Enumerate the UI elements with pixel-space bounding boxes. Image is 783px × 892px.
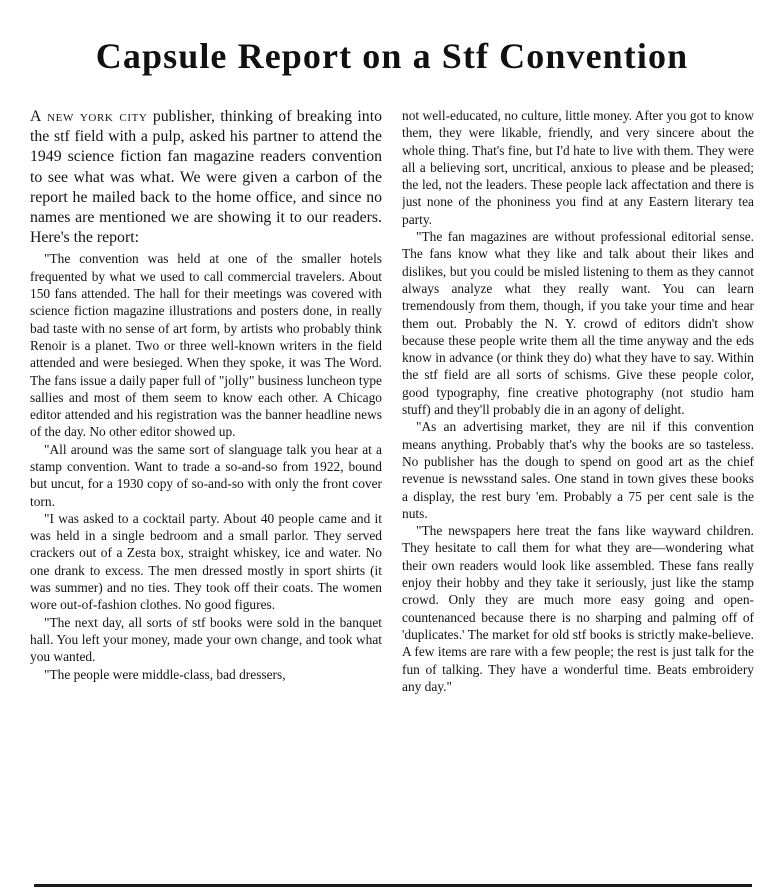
article-body (30, 107, 754, 859)
body-paragraph: "The newspapers here treat the fans like wayward children. They hesitate to call them for what they are—wondering what their own readers would look like assembled. These fans really enjoy their hobby and they take it seriously, just like the stamp crowd. Only they are much more easy going and open-countenanced because there is no sharping and palming off of 'duplicates.' The market for old stf books is strictly make-believe. A few items are rare with a few people; the rest is just talk for the fun of talking. They have a wonderful time. Beats embroidery any day." (402, 523, 754, 694)
body-paragraph: "The fan magazines are without professional editorial sense. The fans know what they like and talk about their likes and dislikes, but you could be misled listening to them as they cannot always analyze what they really want. You can learn tremendously from them, though, if you take your time and hear them out. Probably the N. Y. crowd of editors didn't show because these people write them all the time anyway and the eds know in advance (or think they do) what they have to say. Within the stf field are all sorts of schisms. Give these people color, good typography, fine creative photography (not studio ham stuff) and they'll probably die in an agony of delight. (402, 229, 754, 418)
article-title: Capsule Report on a Stf Convention (95, 36, 689, 76)
body-paragraph: "The next day, all sorts of stf books were sold in the banquet hall. You left your money, made your own change, and took what you wanted. (30, 614, 382, 665)
body-paragraph: "The convention was held at one of the smaller hotels frequented by what we used to call commercial travelers. About 150 fans attended. The hall for their meetings was covered with science fiction magazine illustrations and posters done, in really bad taste with no sense of art form, by artists who probably think Renoir is a planet. Two or three well-known writers in the field attended and were besieged. When they spoke, it was The Word. The fans issue a daily paper full of "jolly" business luncheon type sallies and most of them seem to know each other. A Chicago editor attended and his registration was the banner headline news of the day. No other editor showed up. (30, 251, 382, 440)
left-column (30, 107, 382, 859)
right-column (402, 107, 754, 859)
body-paragraph-continued: not well-educated, no culture, little money. After you got to know them, they were likable, friendly, and very sincere about the whole thing. That's fine, but I'd hate to live with them. They were all a believing sort, uncritical, anxious to please and be pleased; the led, not the leaders. These people lack affectation and there is just none of the phoniness you find at any Eastern literary tea party. (402, 108, 754, 227)
lead-smallcaps: A new york city (30, 108, 148, 125)
body-paragraph-start: "The people were middle-class, bad dressers, (44, 666, 286, 682)
bottom-rule (34, 884, 752, 887)
lead-paragraph (30, 107, 382, 248)
body-paragraph: "I was asked to a cocktail party. About 40 people came and it was held in a single bedroom and a small parlor. They served crackers out of a Zesta box, straight whiskey, ice and water. No one drank to excess. The men dressed mostly in sport shirts (it was summer) and no ties. They took off their coats. The women wore out-of-fashion clothes. No good figures. (30, 510, 382, 613)
body-paragraph: "All around was the same sort of slanguage talk you hear at a stamp convention. Want to trade a so-and-so from 1922, bound but uncut, for a 1930 copy of so-and-so with only the front cover torn. (30, 441, 382, 509)
body-paragraph: "As an advertising market, they are nil if this convention means anything. Probably that's why the books are so tasteless. No publisher has the dough to spend on good art as the chief revenue is newsstand sales. One stand in town gives these books a display, the rest bury 'em. Probably a 75 per cent sale is the nuts. (402, 419, 754, 521)
lead-text: publisher, thinking of breaking into the stf field with a pulp, asked his partner to attend the 1949 science fiction fan magazine readers convention to see what was what. We were given a carbon of the report he mailed back to the home office, and since no names are mentioned we are showing it to our readers. Here's the report: (30, 108, 382, 247)
